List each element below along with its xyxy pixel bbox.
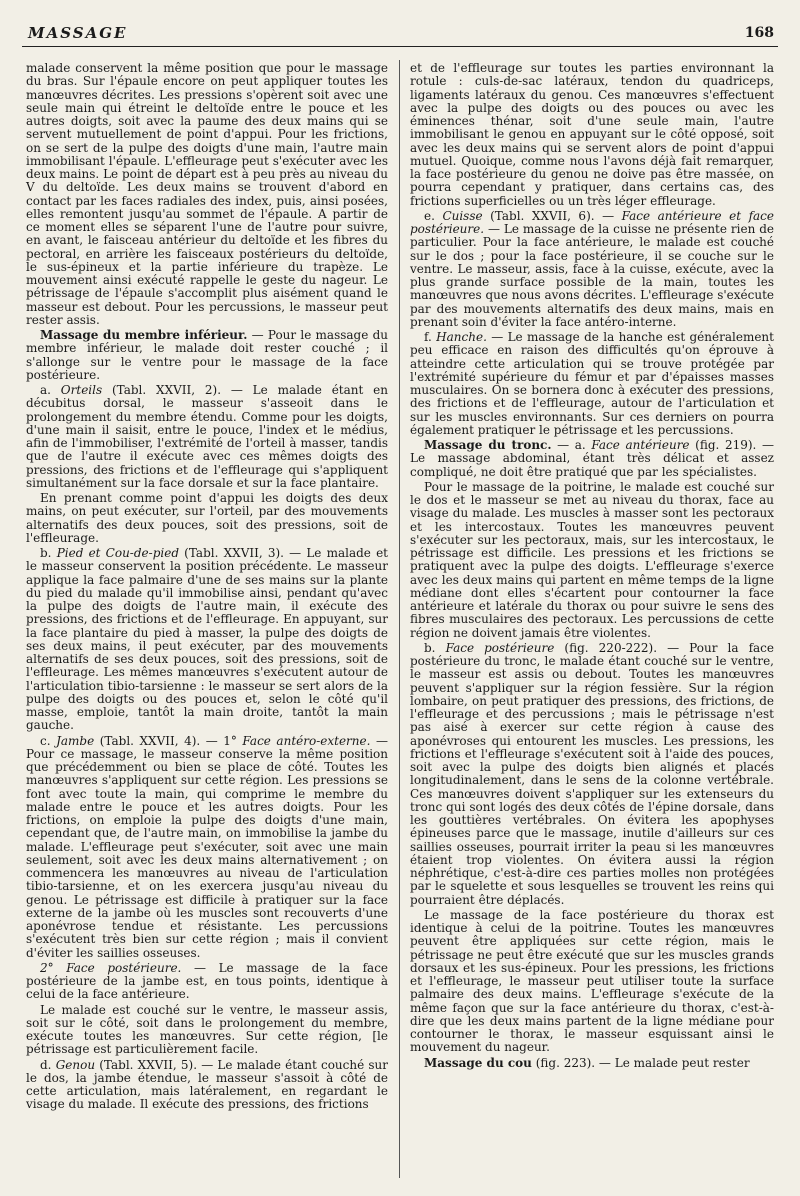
paragraph: Le malade est couché sur le ventre, le masseur assis, soit sur le côté, soit dans le prolongement du membre, exécute toutes les manœuvres. Sur cette région, [le pétrissage est particulièrement facile.: [26, 1002, 388, 1057]
paragraph: malade conservent la même position que pour le massage du bras. Sur l'épaule encore on peut appliquer toutes les manœuvres décrites. Les pressions s'opèrent soit avec une seule main qui étreint le deltoïde entre le pouce et les autres doigts, soit avec la paume des deux mains qui se servent mutuellement de point d'appui. Pour les frictions, on se sert de la pulpe des doigts d'une main, l'autre main immobilisant l'épaule. L'effleurage peut s'exécuter avec les deux mains. Le point de départ est à peu près au niveau du V du deltoïde. Les deux mains se trouvent d'abord en contact par les faces radiales des index, puis, ainsi posées, elles remontent jusqu'au sommet de l'épaule. A partir de ce moment elles se séparent l'une de l'autre pour suivre, en avant, le faisceau antérieur du deltoïde et les fibres du pectoral, en arrière les faisceaux postérieurs du deltoïde, le sus-épineux et la partie inférieure du trapèze. Le mouvement ainsi exécuté rappelle le geste du nageur. Le pétrissage de l'épaule s'accomplit plus aisément quand le masseur est debout. Pour les percussions, le masseur peut rester assis.: [26, 61, 388, 327]
paragraph: a. Orteils (Tabl. XXVII, 2). — Le malade étant en décubitus dorsal, le masseur s'asseoit dans le prolongement du membre étendu. Comme pour les doigts, d'une main il saisit, entre le pouce, l'index et le médius, afin de l'immobiliser, l'extrémité de l'orteil à masser, tandis que de l'autre il exécute avec ces mêmes doigts des pressions, des frictions et de l'effleurage qui s'appliquent simultanément sur la face dorsale et sur la face plantaire.: [26, 383, 388, 490]
subsection-term: Pied et Cou-de-pied: [56, 546, 179, 560]
section-paragraph: Massage du cou (fig. 223). — Le malade peut rester: [424, 1055, 750, 1070]
subsection-term: Jambe: [56, 733, 95, 748]
column-divider: [399, 60, 400, 1178]
subsection-term: Face antérieure: [591, 438, 690, 452]
running-title: MASSAGE: [28, 24, 128, 42]
subsection-term: Cuisse: [442, 208, 483, 223]
paragraph: e. Cuisse (Tabl. XXVII, 6). — Face antérieure et face postérieure. — Le massage de la cuisse ne présente rien de particulier. Pour la face antérieure, le malade est couché sur le dos ; pour la face postérieure, il se couche sur le ventre. Le masseur, assis, face à la cuisse, exécute, avec la plus grande surface possible de la main, toutes les manœuvres que nous avons décrites. L'effleurage s'exécute par des mouvements alternatifs des deux mains, mais en prenant soin d'éviter la face antéro-interne.: [410, 208, 775, 329]
subsection-term: Orteils: [60, 383, 103, 397]
paragraph: et de l'effleurage sur toutes les parties environnant la rotule : culs-de-sac latéraux, tendon du quadriceps, ligaments latéraux du genou. Ces manœuvres s'effectuent avec la pulpe des doigts ou des pouces ou avec les éminences thénar, soit d'une seule main, l'autre immobilisant le genou en appuyant sur le côté opposé, soit avec les deux mains qui se servent alors de point d'appui mutuel. Quoique, comme nous l'avons déjà fait remarquer, la face postérieure du genou ne doive pas être massée, on pourra cependant y pratiquer, dans certains cas, des frictions superficielles ou un très léger effleurage.: [410, 61, 774, 208]
section-paragraph: Massage du membre inférieur. — Pour le massage du membre inférieur, le malade doit rester couché ; il s'allonge sur le ventre pour le massage de la face postérieure.: [26, 328, 388, 382]
section-paragraph: Massage du tronc. — a. Face antérieure (fig. 219). — Le massage abdominal, étant très délicat et assez compliqué, ne doit être pratiqué que par les spécialistes.: [410, 438, 774, 479]
section-heading: Massage du membre inférieur.: [40, 328, 248, 342]
paragraph: Pour le massage de la poitrine, le malade est couché sur le dos et le masseur se met au niveau du thorax, face au visage du malade. Les muscles à masser sont les pectoraux et les intercostaux. Toutes les manœuvres peuvent s'exécuter sur les pectoraux, mais, sur les intercostaux, le pétrissage est difficile. Les pressions et les frictions se pratiquent avec la pulpe des doigts. L'effleurage s'exerce avec les deux mains qui partent en même temps de la ligne médiane dont elles s'écartent pour contourner la face antérieure et latérale du thorax ou pour suivre le sens des fibres musculaires des pectoraux. Les percussions de cette région ne doivent jamais être violentes.: [410, 479, 774, 640]
subsection-term: Face postérieure: [445, 640, 555, 655]
section-heading: Massage du tronc.: [424, 438, 552, 452]
subsection-term: 2° Face postérieure.: [40, 960, 182, 975]
paragraph: f. Hanche. — Le massage de la hanche est généralement peu efficace en raison des difficultés qu'on éprouve à atteindre cette articulation qui se trouve protégée par l'extrémité supérieure du fémur et par d'épaisses masses musculaires. On se bornera donc à exécuter des pressions, des frictions et de l'effleurage, autour de l'articulation et sur les muscles environnants. Sur ces derniers on pourra également pratiquer le pétrissage et les percussions.: [410, 330, 774, 437]
right-column: [410, 62, 774, 1072]
paragraph: c. Jambe (Tabl. XXVII, 4). — 1° Face antéro-externe. — Pour ce massage, le masseur conserve la même position que précédemment ou bien se place de côté. Toutes les manœuvres s'appliquent sur cette région. Les pressions se font avec toute la main, qui comprime le membre du malade entre le pouce et les autres doigts. Pour les frictions, on emploie la pulpe des doigts d'une main, cependant que, de l'autre main, on immobilise la jambe du malade. L'effleurage peut s'exécuter, soit avec une main seulement, soit avec les deux mains alternativement ; on commencera les manœuvres au niveau de l'articulation tibio-tarsienne, et on les exercera jusqu'au niveau du genou. Le pétrissage est difficile à pratiquer sur la face externe de la jambe où les muscles sont recouverts d'une aponévrose tendue et résistante. Les percussions s'exécutent très bien sur cette région ; mais il convient d'éviter les saillies osseuses.: [26, 733, 388, 960]
page-number: 168: [744, 25, 774, 41]
paragraph: d. Genou (Tabl. XXVII, 5). — Le malade étant couché sur le dos, la jambe étendue, le masseur s'assoit à côté de cette articulation, mais latéralement, en regardant le visage du malade. Il exécute des pressions, des frictions: [26, 1057, 389, 1112]
page-header: [22, 24, 778, 47]
paragraph: 2° Face postérieure. — Le massage de la face postérieure de la jambe est, en tous points, identique à celui de la face antérieure.: [26, 960, 389, 1002]
paragraph: b. Pied et Cou-de-pied (Tabl. XXVII, 3). — Le malade et le masseur conservent la position précédente. Le masseur applique la face palmaire d'une de ses mains sur la plante du pied du malade qu'il immobilise ainsi, pendant qu'avec la pulpe des doigts de l'autre main, il exécute des pressions, des frictions et de l'effleurage. En appuyant, sur la face plantaire du pied à masser, la pulpe des doigts de ses deux mains, il peut exécuter, par des mouvements alternatifs de ses deux pouces, soit des pressions, soit de l'effleurage. Les mêmes manœuvres s'exécutent autour de l'articulation tibio-tarsienne : le masseur se sert alors de la pulpe des doigts ou des pouces et, selon le côté qu'il masse, emploie, tantôt la main droite, tantôt la main gauche.: [26, 546, 388, 733]
subsection-term: Genou: [55, 1057, 96, 1072]
left-column: [26, 62, 388, 1114]
subsection-term: Hanche.: [436, 330, 487, 344]
paragraph: b. Face postérieure (fig. 220-222). — Pour la face postérieure du tronc, le malade étant couché sur le ventre, le masseur est assis ou debout. Toutes les manœuvres peuvent s'appliquer sur la région fessière. Sur la région lombaire, on peut pratiquer des pressions, des frictions, de l'effleurage et des percussions ; mais le pétrissage n'est pas aisé à exercer sur cette région à cause des aponévroses qui entourent les muscles. Les pressions, les frictions et l'effleurage s'exécutent soit à l'aide des pouces, soit avec la pulpe des doigts bien alignés et placés longitudinalement, dans le sens de la colonne vertébrale. Ces manœuvres doivent s'appliquer sur les extenseurs du tronc qui sont logés des deux côtés de l'épine dorsale, dans les gouttières vertébrales. On évitera les apophyses épineuses parce que le massage, inutile d'ailleurs sur ces saillies osseuses, pourrait irriter la peau si les manœuvres étaient trop violentes. On évitera aussi la région néphrétique, c'est-à-dire ces parties molles non protégées par le squelette et sous lesquelles se trouvent les reins qui pourraient être déplacés.: [410, 640, 774, 907]
paragraph: Le massage de la face postérieure du thorax est identique à celui de la poitrine. Toutes les manœuvres peuvent être appliquées sur cette région, mais le pétrissage ne peut être exécuté que sur les muscles grands dorsaux et les sus-épineux. Pour les pressions, les frictions et l'effleurage, le masseur peut utiliser toute la surface palmaire des deux mains. L'effleurage s'exécute de la même façon que sur la face antérieure du thorax, c'est-à-dire que les deux mains partent de la ligne médiane pour contourner le thorax, le masseur esquissant ainsi le mouvement du nageur.: [410, 907, 774, 1055]
section-heading: Massage du cou: [424, 1055, 532, 1070]
paragraph: En prenant comme point d'appui les doigts des deux mains, on peut exécuter, sur l'orteil, par des mouvements alternatifs des deux pouces, soit des pressions, soit de l'effleurage.: [26, 491, 388, 545]
